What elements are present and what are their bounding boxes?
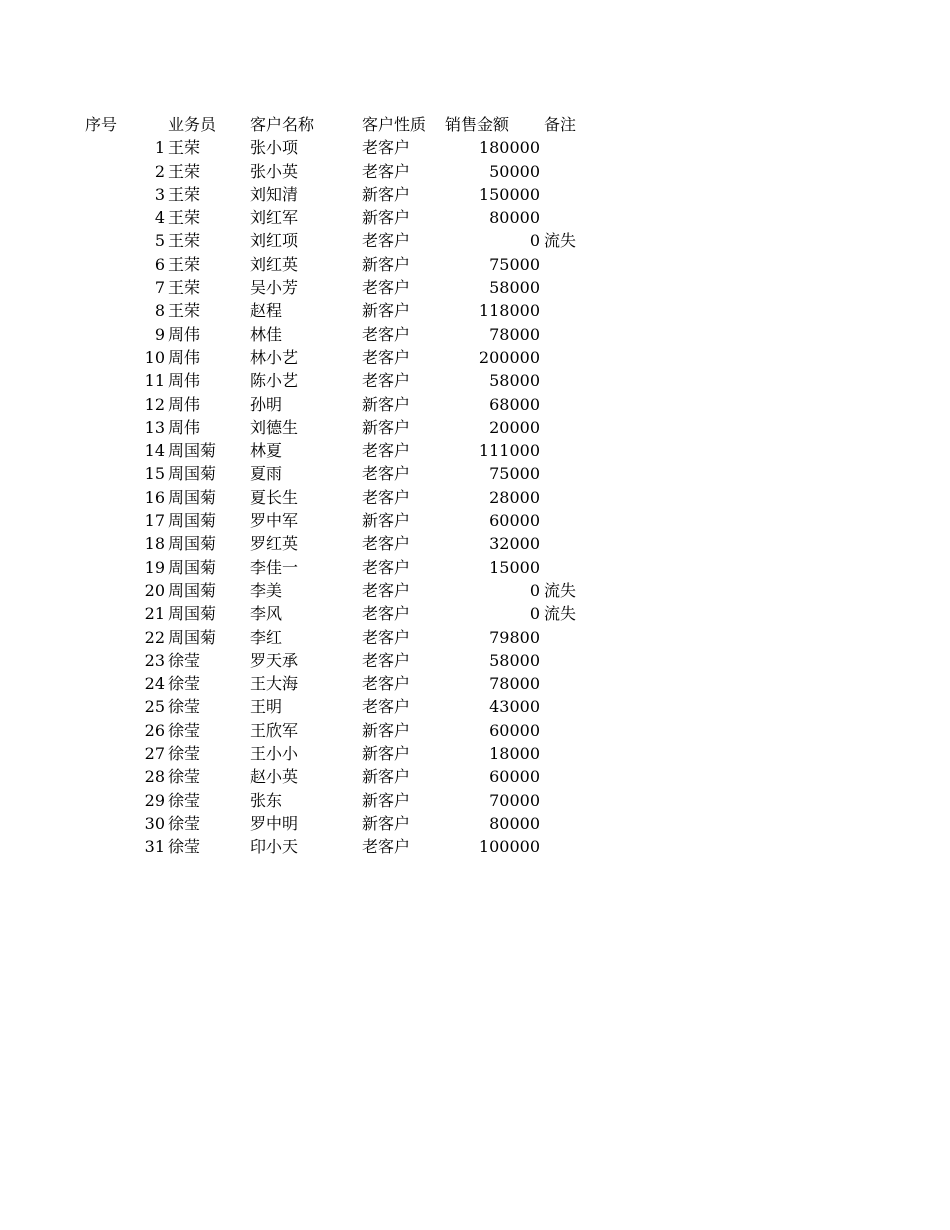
cell-type: 新客户 (362, 744, 411, 764)
cell-amount: 180000 (478, 138, 540, 158)
cell-amount: 58000 (489, 278, 540, 298)
cell-no: 27 (144, 744, 165, 764)
cell-no: 14 (144, 441, 165, 461)
table-row (0, 719, 950, 742)
cell-type: 新客户 (362, 394, 411, 414)
cell-type: 老客户 (362, 534, 411, 554)
cell-no: 4 (154, 208, 165, 228)
cell-type: 新客户 (362, 790, 411, 810)
cell-amount: 70000 (489, 790, 540, 810)
cell-no: 24 (144, 674, 165, 694)
header-note: 备注 (544, 115, 577, 134)
table-row (0, 672, 950, 695)
cell-no: 21 (144, 604, 165, 624)
cell-note (544, 626, 624, 649)
cell-customer: 罗中军 (250, 511, 299, 531)
table-row (0, 253, 950, 276)
cell-note (544, 672, 624, 695)
cell-amount: 60000 (489, 511, 540, 531)
table-row (0, 695, 950, 718)
cell-rep: 周伟 (168, 324, 201, 344)
cell-customer: 罗中明 (250, 813, 299, 833)
cell-customer: 赵程 (250, 301, 283, 321)
cell-rep: 王荣 (168, 231, 201, 251)
cell-no: 9 (154, 324, 165, 344)
cell-no: 18 (144, 534, 165, 554)
cell-rep: 王荣 (168, 184, 201, 204)
cell-type: 老客户 (362, 441, 411, 461)
cell-customer: 王欣军 (250, 720, 299, 740)
cell-amount: 28000 (489, 487, 540, 507)
cell-no: 8 (154, 301, 165, 321)
cell-rep: 王荣 (168, 138, 201, 158)
cell-note (544, 695, 624, 718)
cell-type: 老客户 (362, 231, 411, 251)
cell-rep: 周国菊 (168, 557, 217, 577)
cell-note (544, 486, 624, 509)
cell-rep: 周国菊 (168, 604, 217, 624)
table-row (0, 835, 950, 858)
table-row (0, 369, 950, 392)
cell-customer: 李风 (250, 604, 283, 624)
cell-note (544, 835, 624, 858)
cell-no: 17 (144, 511, 165, 531)
cell-type: 老客户 (362, 697, 411, 717)
cell-amount: 32000 (489, 534, 540, 554)
cell-amount: 200000 (478, 347, 540, 367)
cell-customer: 夏雨 (250, 464, 283, 484)
table-row (0, 323, 950, 346)
table-row (0, 206, 950, 229)
cell-note (544, 649, 624, 672)
cell-note (544, 206, 624, 229)
cell-amount: 60000 (489, 767, 540, 787)
cell-no: 3 (154, 184, 165, 204)
cell-rep: 徐莹 (168, 650, 201, 670)
cell-no: 26 (144, 720, 165, 740)
cell-customer: 王小小 (250, 744, 299, 764)
cell-note (544, 416, 624, 439)
table-row (0, 486, 950, 509)
cell-note (544, 253, 624, 276)
cell-rep: 周国菊 (168, 580, 217, 600)
cell-customer: 罗红英 (250, 534, 299, 554)
table-row (0, 439, 950, 462)
cell-no: 15 (144, 464, 165, 484)
cell-rep: 王荣 (168, 278, 201, 298)
cell-amount: 15000 (489, 557, 540, 577)
cell-amount: 18000 (489, 744, 540, 764)
cell-note (544, 323, 624, 346)
cell-customer: 王大海 (250, 674, 299, 694)
cell-note: 流失 (544, 604, 577, 624)
table-row (0, 509, 950, 532)
cell-amount: 80000 (489, 208, 540, 228)
cell-rep: 徐莹 (168, 837, 201, 857)
cell-type: 老客户 (362, 627, 411, 647)
cell-note (544, 462, 624, 485)
cell-type: 新客户 (362, 301, 411, 321)
cell-no: 1 (154, 138, 165, 158)
cell-customer: 王明 (250, 697, 283, 717)
cell-type: 新客户 (362, 254, 411, 274)
cell-rep: 周国菊 (168, 487, 217, 507)
header-type: 客户性质 (362, 115, 427, 134)
cell-amount: 0 (529, 231, 540, 251)
cell-no: 23 (144, 650, 165, 670)
cell-note (544, 136, 624, 159)
cell-no: 2 (154, 161, 165, 181)
cell-no: 30 (144, 813, 165, 833)
cell-amount: 111000 (478, 441, 540, 461)
cell-rep: 周国菊 (168, 441, 217, 461)
cell-type: 老客户 (362, 347, 411, 367)
cell-customer: 张小英 (250, 161, 299, 181)
cell-type: 老客户 (362, 580, 411, 600)
table-row (0, 742, 950, 765)
cell-rep: 王荣 (168, 301, 201, 321)
cell-note (544, 812, 624, 835)
cell-type: 老客户 (362, 604, 411, 624)
table-row (0, 416, 950, 439)
table-row (0, 602, 950, 625)
table-body (0, 136, 950, 858)
cell-amount: 79800 (489, 627, 540, 647)
cell-customer: 李红 (250, 627, 283, 647)
cell-note (544, 509, 624, 532)
cell-no: 11 (144, 371, 165, 391)
cell-customer: 罗天承 (250, 650, 299, 670)
cell-rep: 徐莹 (168, 767, 201, 787)
cell-type: 新客户 (362, 208, 411, 228)
cell-amount: 68000 (489, 394, 540, 414)
cell-no: 25 (144, 697, 165, 717)
cell-customer: 林夏 (250, 441, 283, 461)
cell-type: 老客户 (362, 557, 411, 577)
cell-rep: 周国菊 (168, 534, 217, 554)
cell-type: 新客户 (362, 813, 411, 833)
table-row (0, 393, 950, 416)
cell-customer: 刘德生 (250, 417, 299, 437)
cell-no: 29 (144, 790, 165, 810)
header-amount: 销售金额 (445, 115, 510, 134)
cell-type: 新客户 (362, 511, 411, 531)
table-row (0, 579, 950, 602)
cell-type: 老客户 (362, 674, 411, 694)
cell-customer: 李佳一 (250, 557, 299, 577)
header-no: 序号 (85, 115, 118, 134)
cell-amount: 60000 (489, 720, 540, 740)
cell-customer: 刘红项 (250, 231, 299, 251)
cell-amount: 75000 (489, 254, 540, 274)
cell-type: 新客户 (362, 720, 411, 740)
cell-type: 老客户 (362, 837, 411, 857)
cell-note (544, 765, 624, 788)
cell-customer: 孙明 (250, 394, 283, 414)
cell-type: 老客户 (362, 324, 411, 344)
table-row (0, 556, 950, 579)
cell-type: 新客户 (362, 417, 411, 437)
cell-amount: 75000 (489, 464, 540, 484)
table-row (0, 160, 950, 183)
table-row (0, 183, 950, 206)
cell-rep: 王荣 (168, 208, 201, 228)
cell-note: 流失 (544, 580, 577, 600)
cell-amount: 0 (529, 580, 540, 600)
cell-rep: 徐莹 (168, 697, 201, 717)
cell-rep: 周伟 (168, 371, 201, 391)
cell-rep: 徐莹 (168, 674, 201, 694)
table-row (0, 812, 950, 835)
cell-no: 5 (154, 231, 165, 251)
cell-type: 老客户 (362, 487, 411, 507)
cell-customer: 林佳 (250, 324, 283, 344)
cell-rep: 周国菊 (168, 511, 217, 531)
table-row (0, 649, 950, 672)
cell-customer: 赵小英 (250, 767, 299, 787)
cell-rep: 王荣 (168, 254, 201, 274)
cell-type: 老客户 (362, 278, 411, 298)
cell-no: 7 (154, 278, 165, 298)
cell-note (544, 276, 624, 299)
cell-no: 19 (144, 557, 165, 577)
cell-amount: 20000 (489, 417, 540, 437)
table-row (0, 229, 950, 252)
cell-no: 28 (144, 767, 165, 787)
cell-amount: 100000 (478, 837, 540, 857)
cell-no: 13 (144, 417, 165, 437)
cell-no: 22 (144, 627, 165, 647)
cell-amount: 80000 (489, 813, 540, 833)
cell-type: 新客户 (362, 767, 411, 787)
cell-type: 老客户 (362, 138, 411, 158)
cell-amount: 118000 (478, 301, 540, 321)
cell-no: 10 (144, 347, 165, 367)
cell-customer: 印小天 (250, 837, 299, 857)
cell-note (544, 556, 624, 579)
cell-rep: 周国菊 (168, 464, 217, 484)
header-customer: 客户名称 (250, 115, 315, 134)
cell-note (544, 742, 624, 765)
cell-no: 16 (144, 487, 165, 507)
cell-no: 12 (144, 394, 165, 414)
cell-rep: 周伟 (168, 347, 201, 367)
table-row (0, 346, 950, 369)
cell-amount: 50000 (489, 161, 540, 181)
cell-amount: 58000 (489, 371, 540, 391)
table-row (0, 532, 950, 555)
cell-type: 老客户 (362, 650, 411, 670)
cell-type: 新客户 (362, 184, 411, 204)
cell-rep: 王荣 (168, 161, 201, 181)
cell-rep: 徐莹 (168, 720, 201, 740)
cell-type: 老客户 (362, 161, 411, 181)
table-header-row (0, 113, 950, 136)
cell-rep: 徐莹 (168, 813, 201, 833)
cell-customer: 张东 (250, 790, 283, 810)
table-row (0, 626, 950, 649)
table-row (0, 765, 950, 788)
table-row (0, 276, 950, 299)
cell-no: 20 (144, 580, 165, 600)
cell-note (544, 183, 624, 206)
cell-note (544, 532, 624, 555)
cell-amount: 78000 (489, 324, 540, 344)
cell-rep: 周国菊 (168, 627, 217, 647)
cell-amount: 150000 (478, 184, 540, 204)
cell-amount: 58000 (489, 650, 540, 670)
cell-note (544, 369, 624, 392)
cell-note (544, 160, 624, 183)
cell-customer: 陈小艺 (250, 371, 299, 391)
cell-amount: 0 (529, 604, 540, 624)
cell-note (544, 299, 624, 322)
table-row (0, 789, 950, 812)
cell-customer: 刘红英 (250, 254, 299, 274)
cell-rep: 周伟 (168, 417, 201, 437)
cell-customer: 张小项 (250, 138, 299, 158)
cell-note (544, 719, 624, 742)
cell-amount: 43000 (489, 697, 540, 717)
cell-note (544, 789, 624, 812)
cell-note (544, 393, 624, 416)
cell-rep: 徐莹 (168, 744, 201, 764)
header-rep: 业务员 (168, 115, 217, 134)
cell-no: 6 (154, 254, 165, 274)
table-row (0, 299, 950, 322)
cell-customer: 吴小芳 (250, 278, 299, 298)
cell-customer: 夏长生 (250, 487, 299, 507)
cell-note (544, 439, 624, 462)
cell-customer: 林小艺 (250, 347, 299, 367)
cell-no: 31 (144, 837, 165, 857)
cell-customer: 刘知清 (250, 184, 299, 204)
cell-note (544, 346, 624, 369)
cell-rep: 徐莹 (168, 790, 201, 810)
cell-rep: 周伟 (168, 394, 201, 414)
cell-customer: 李美 (250, 580, 283, 600)
cell-type: 老客户 (362, 464, 411, 484)
cell-amount: 78000 (489, 674, 540, 694)
sales-table (0, 113, 950, 859)
cell-customer: 刘红军 (250, 208, 299, 228)
cell-type: 老客户 (362, 371, 411, 391)
table-row (0, 136, 950, 159)
cell-note: 流失 (544, 231, 577, 251)
table-row (0, 462, 950, 485)
